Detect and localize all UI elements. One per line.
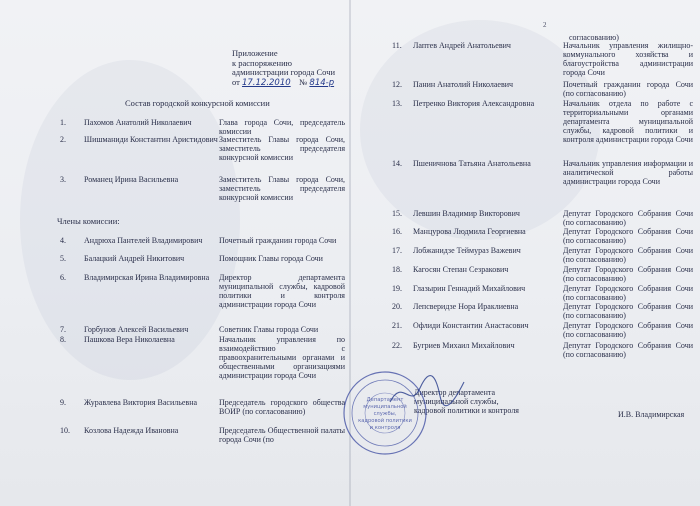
member-position: Депутат Городского Собрания Сочи (по согласованию) xyxy=(563,246,693,264)
member-row xyxy=(392,227,693,245)
member-name: Пахомов Анатолий Николаевич xyxy=(84,118,192,127)
member-number: 9. xyxy=(60,398,66,407)
appendix-line: администрации города Сочи xyxy=(232,67,336,77)
appendix-line: Приложение xyxy=(232,48,278,58)
member-row xyxy=(60,426,345,444)
appendix-header xyxy=(232,49,335,88)
member-number: 13. xyxy=(392,99,402,108)
member-row xyxy=(60,254,345,263)
member-row xyxy=(60,236,345,245)
member-row xyxy=(392,80,693,98)
member-name: Кагосян Степан Сезракович xyxy=(413,265,509,274)
member-name: Журавлева Виктория Васильевна xyxy=(84,398,198,407)
svg-text:муниципальной: муниципальной xyxy=(363,404,407,410)
member-position: Заместитель Главы города Сочи, заместитель председателя конкурсной комиссии xyxy=(219,135,345,162)
member-position: Начальник управления информации и аналитической работы администрации города Сочи xyxy=(563,159,693,186)
member-name: Левшин Владимир Викторович xyxy=(413,209,520,218)
member-position: Советник Главы города Сочи xyxy=(219,325,319,334)
signature-line: муниципальной службы, xyxy=(414,397,499,406)
svg-text:и контроля: и контроля xyxy=(369,425,401,431)
member-row xyxy=(60,398,345,416)
member-row xyxy=(60,273,345,309)
handwritten-number: 814-р xyxy=(309,77,335,88)
signature-line: Директор департамента xyxy=(414,388,495,397)
member-row xyxy=(392,284,693,302)
member-position: Депутат Городского Собрания Сочи (по согласованию) xyxy=(563,265,693,283)
member-name: Пшеничнова Татьяна Анатольевна xyxy=(413,159,531,168)
document-title: Состав городской конкурсной комиссии xyxy=(125,98,270,108)
member-name: Пашкова Вера Николаевна xyxy=(84,335,175,344)
member-position: Директор департамента муниципальной службы, кадровой политики и контроля администрации города Сочи xyxy=(219,273,345,309)
member-name: Владимирская Ирина Владимировна xyxy=(84,273,210,282)
member-number: 17. xyxy=(392,246,402,255)
svg-text:кадровой политики: кадровой политики xyxy=(358,418,412,424)
member-name: Андрюха Пантелей Владимирович xyxy=(84,236,203,245)
member-row xyxy=(60,135,345,162)
member-number: 16. xyxy=(392,227,402,236)
member-row xyxy=(392,159,693,186)
member-position: Депутат Городского Собрания Сочи (по согласованию) xyxy=(563,321,693,339)
member-name: Панин Анатолий Николаевич xyxy=(413,80,514,89)
member-number: 6. xyxy=(60,273,66,282)
member-position: Помощник Главы города Сочи xyxy=(219,254,323,263)
member-position: Заместитель Главы города Сочи, заместитель председателя конкурсной комиссии xyxy=(219,175,345,202)
svg-text:Департамент: Департамент xyxy=(366,397,404,403)
member-position: Председатель Общественной палаты города Сочи (по xyxy=(219,426,345,444)
member-number: 19. xyxy=(392,284,402,293)
continuation-label: согласованию) xyxy=(569,33,619,42)
member-number: 22. xyxy=(392,341,402,350)
member-position: Начальник управления жилищно-коммунального хозяйства и благоустройства администрации города Сочи xyxy=(563,41,693,77)
handwritten-date: 17.12.2010 xyxy=(241,77,291,88)
svg-text:службы,: службы, xyxy=(373,411,397,417)
member-name: Лаптев Андрей Анатольевич xyxy=(413,41,511,50)
member-row xyxy=(60,175,345,202)
member-row xyxy=(392,341,693,359)
member-row xyxy=(392,302,693,320)
member-position: Депутат Городского Собрания Сочи (по согласованию) xyxy=(563,227,693,245)
member-row xyxy=(60,335,345,380)
member-number: 3. xyxy=(60,175,66,184)
page-number: 2 xyxy=(543,21,547,29)
member-name: Глазырин Геннадий Михайлович xyxy=(413,284,526,293)
member-number: 7. xyxy=(60,325,66,334)
member-name: Козлова Надежда Ивановна xyxy=(84,426,179,435)
member-row xyxy=(60,118,345,136)
member-name: Горбунов Алексей Васильевич xyxy=(84,325,189,334)
member-position: Глава города Сочи, председатель комиссии xyxy=(219,118,345,136)
appendix-date-line xyxy=(232,78,335,89)
member-position: Начальник отдела по работе с территориальными органами департамента муниципальной службы, кадровой политики и контроля администрации города Сочи xyxy=(563,99,693,144)
member-number: 8. xyxy=(60,335,66,344)
member-name: Петренко Виктория Александровна xyxy=(413,99,535,108)
member-position: Депутат Городского Собрания Сочи (по согласованию) xyxy=(563,341,693,359)
member-number: 15. xyxy=(392,209,402,218)
member-number: 1. xyxy=(60,118,66,127)
date-prefix: от xyxy=(232,76,240,87)
member-name: Манцурова Людмила Георгиевна xyxy=(413,227,526,236)
member-number: 2. xyxy=(60,135,66,144)
member-position: Почетный гражданин города Сочи xyxy=(219,236,337,245)
appendix-line: к распоряжению xyxy=(232,57,292,68)
signatory-name: И.В. Владимирская xyxy=(618,410,685,419)
member-name: Лобжанидзе Теймураз Важевич xyxy=(413,246,521,255)
member-position: Почетный гражданин города Сочи (по согласованию) xyxy=(563,80,693,98)
member-row xyxy=(392,99,693,144)
signature-line: кадровой политики и контроля xyxy=(414,406,519,415)
member-name: Шишманиди Константин Аристидович xyxy=(84,135,218,144)
member-name: Романец Ирина Васильевна xyxy=(84,175,179,184)
member-row xyxy=(392,321,693,339)
member-position: Депутат Городского Собрания Сочи (по согласованию) xyxy=(563,302,693,320)
member-number: 18. xyxy=(392,265,402,274)
member-position: Начальник управления по взаимодействию с правоохранительными органами и общественными организациями администрации города Сочи xyxy=(219,335,345,380)
members-label: Члены комиссии: xyxy=(57,216,120,226)
member-name: Лепсверидзе Нора Ираклиевна xyxy=(413,302,519,311)
member-number: 12. xyxy=(392,80,402,89)
member-number: 20. xyxy=(392,302,402,311)
member-name: Балацкий Андрей Никитович xyxy=(84,254,185,263)
member-number: 11. xyxy=(392,41,402,50)
member-number: 14. xyxy=(392,159,402,168)
handwritten-signature xyxy=(388,372,468,412)
member-number: 5. xyxy=(60,254,66,263)
member-row xyxy=(392,209,693,227)
member-row xyxy=(392,246,693,264)
member-number: 4. xyxy=(60,236,66,245)
member-number: 21. xyxy=(392,321,402,330)
member-row xyxy=(392,265,693,283)
member-number: 10. xyxy=(60,426,70,435)
member-row xyxy=(392,41,693,77)
member-position: Депутат Городского Собрания Сочи (по согласованию) xyxy=(563,209,693,227)
number-prefix: № xyxy=(299,76,308,87)
member-position: Депутат Городского Собрания Сочи (по согласованию) xyxy=(563,284,693,302)
member-name: Офлиди Константин Анастасович xyxy=(413,321,529,330)
member-row xyxy=(60,325,345,334)
member-position: Председатель городского общества ВОИР (по согласованию) xyxy=(219,398,345,416)
member-name: Бугриев Михаил Михайлович xyxy=(413,341,515,350)
